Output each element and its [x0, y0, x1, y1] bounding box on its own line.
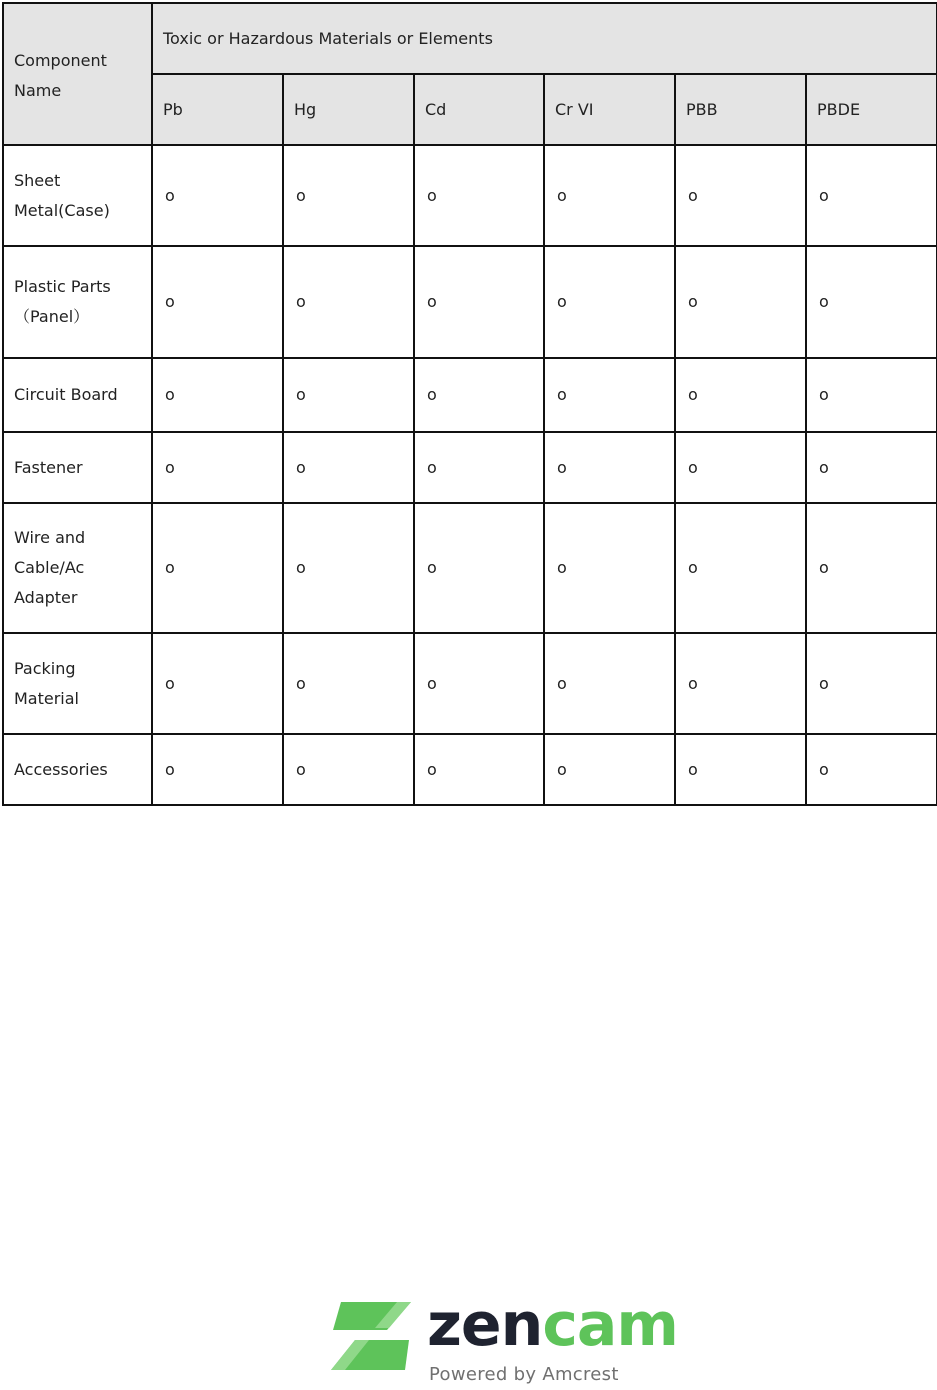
table-row [3, 734, 937, 805]
material-cell [544, 246, 675, 358]
compliance-mark: o [427, 385, 437, 404]
component-name: Plastic Parts （Panel） [3, 246, 152, 358]
compliance-mark: o [557, 385, 567, 404]
compliance-mark: o [557, 558, 567, 577]
material-cell [675, 432, 806, 503]
compliance-mark: o [688, 759, 698, 779]
compliance-mark: o [165, 385, 175, 404]
compliance-mark: o [819, 759, 829, 779]
compliance-mark: o [165, 673, 175, 693]
compliance-mark: o [296, 759, 306, 779]
element-header: Pb [152, 74, 283, 145]
compliance-mark: o [165, 292, 175, 311]
table-row [3, 432, 937, 503]
compliance-mark: o [296, 673, 306, 693]
logo-tagline: Powered by Amcrest [429, 1364, 619, 1385]
compliance-mark: o [819, 385, 829, 404]
material-cell [283, 633, 414, 734]
material-cell [414, 734, 544, 805]
compliance-mark: o [688, 185, 698, 205]
material-cell [283, 432, 414, 503]
material-cell [806, 145, 937, 246]
compliance-mark: o [165, 457, 175, 477]
material-cell [806, 503, 937, 633]
zencam-logo [327, 1290, 702, 1388]
compliance-mark: o [427, 292, 437, 311]
material-cell [414, 432, 544, 503]
material-cell [544, 145, 675, 246]
material-cell [152, 734, 283, 805]
material-cell [152, 633, 283, 734]
compliance-mark: o [296, 558, 306, 577]
material-cell [414, 633, 544, 734]
compliance-mark: o [427, 759, 437, 779]
material-cell [414, 246, 544, 358]
material-cell [806, 633, 937, 734]
component-name: Accessories [3, 734, 152, 805]
logo-word-cam: cam [542, 1290, 678, 1360]
element-header: Hg [283, 74, 414, 145]
logo-wordmark [427, 1290, 678, 1360]
element-header: Cd [414, 74, 544, 145]
compliance-mark: o [165, 558, 175, 577]
material-cell [675, 633, 806, 734]
element-header: Cr VI [544, 74, 675, 145]
material-cell [544, 503, 675, 633]
zencam-logo-icon [327, 1300, 417, 1372]
material-cell [675, 503, 806, 633]
compliance-mark: o [688, 292, 698, 311]
material-cell [283, 503, 414, 633]
material-cell [283, 246, 414, 358]
material-cell [806, 246, 937, 358]
compliance-mark: o [819, 673, 829, 693]
hazardous-materials-table [2, 2, 937, 806]
table-row [3, 633, 937, 734]
compliance-mark: o [688, 673, 698, 693]
compliance-mark: o [427, 185, 437, 205]
compliance-mark: o [557, 759, 567, 779]
material-cell [283, 358, 414, 432]
material-cell [675, 358, 806, 432]
compliance-mark: o [165, 759, 175, 779]
table-row [3, 358, 937, 432]
material-cell [544, 734, 675, 805]
compliance-mark: o [296, 457, 306, 477]
compliance-mark: o [427, 558, 437, 577]
material-cell [806, 358, 937, 432]
compliance-mark: o [557, 292, 567, 311]
material-cell [152, 246, 283, 358]
material-cell [675, 246, 806, 358]
compliance-mark: o [557, 673, 567, 693]
compliance-mark: o [557, 457, 567, 477]
material-cell [544, 633, 675, 734]
compliance-mark: o [819, 558, 829, 577]
material-cell [152, 358, 283, 432]
material-cell [675, 734, 806, 805]
material-cell [544, 358, 675, 432]
material-cell [414, 358, 544, 432]
material-cell [152, 432, 283, 503]
element-header: PBDE [806, 74, 937, 145]
material-cell [414, 145, 544, 246]
component-name: Wire and Cable/Ac Adapter [3, 503, 152, 633]
component-name: Circuit Board [3, 358, 152, 432]
material-cell [806, 734, 937, 805]
compliance-mark: o [165, 185, 175, 205]
compliance-mark: o [296, 185, 306, 205]
table-row [3, 246, 937, 358]
logo-word-zen: zen [427, 1290, 543, 1360]
table-row [3, 503, 937, 633]
compliance-mark: o [296, 385, 306, 404]
material-cell [283, 734, 414, 805]
component-name: Sheet Metal(Case) [3, 145, 152, 246]
material-cell [152, 503, 283, 633]
hazard-group-header: Toxic or Hazardous Materials or Elements [152, 3, 937, 74]
compliance-mark: o [688, 385, 698, 404]
material-cell [152, 145, 283, 246]
material-cell [675, 145, 806, 246]
material-cell [414, 503, 544, 633]
table-row [3, 145, 937, 246]
compliance-mark: o [296, 292, 306, 311]
material-cell [806, 432, 937, 503]
material-cell [283, 145, 414, 246]
element-header: PBB [675, 74, 806, 145]
component-name-header: Component Name [3, 3, 152, 145]
compliance-mark: o [427, 457, 437, 477]
component-name: Fastener [3, 432, 152, 503]
compliance-mark: o [688, 457, 698, 477]
compliance-mark: o [427, 673, 437, 693]
compliance-mark: o [819, 185, 829, 205]
component-name: Packing Material [3, 633, 152, 734]
compliance-mark: o [688, 558, 698, 577]
compliance-mark: o [819, 457, 829, 477]
material-cell [544, 432, 675, 503]
compliance-mark: o [557, 185, 567, 205]
compliance-mark: o [819, 292, 829, 311]
